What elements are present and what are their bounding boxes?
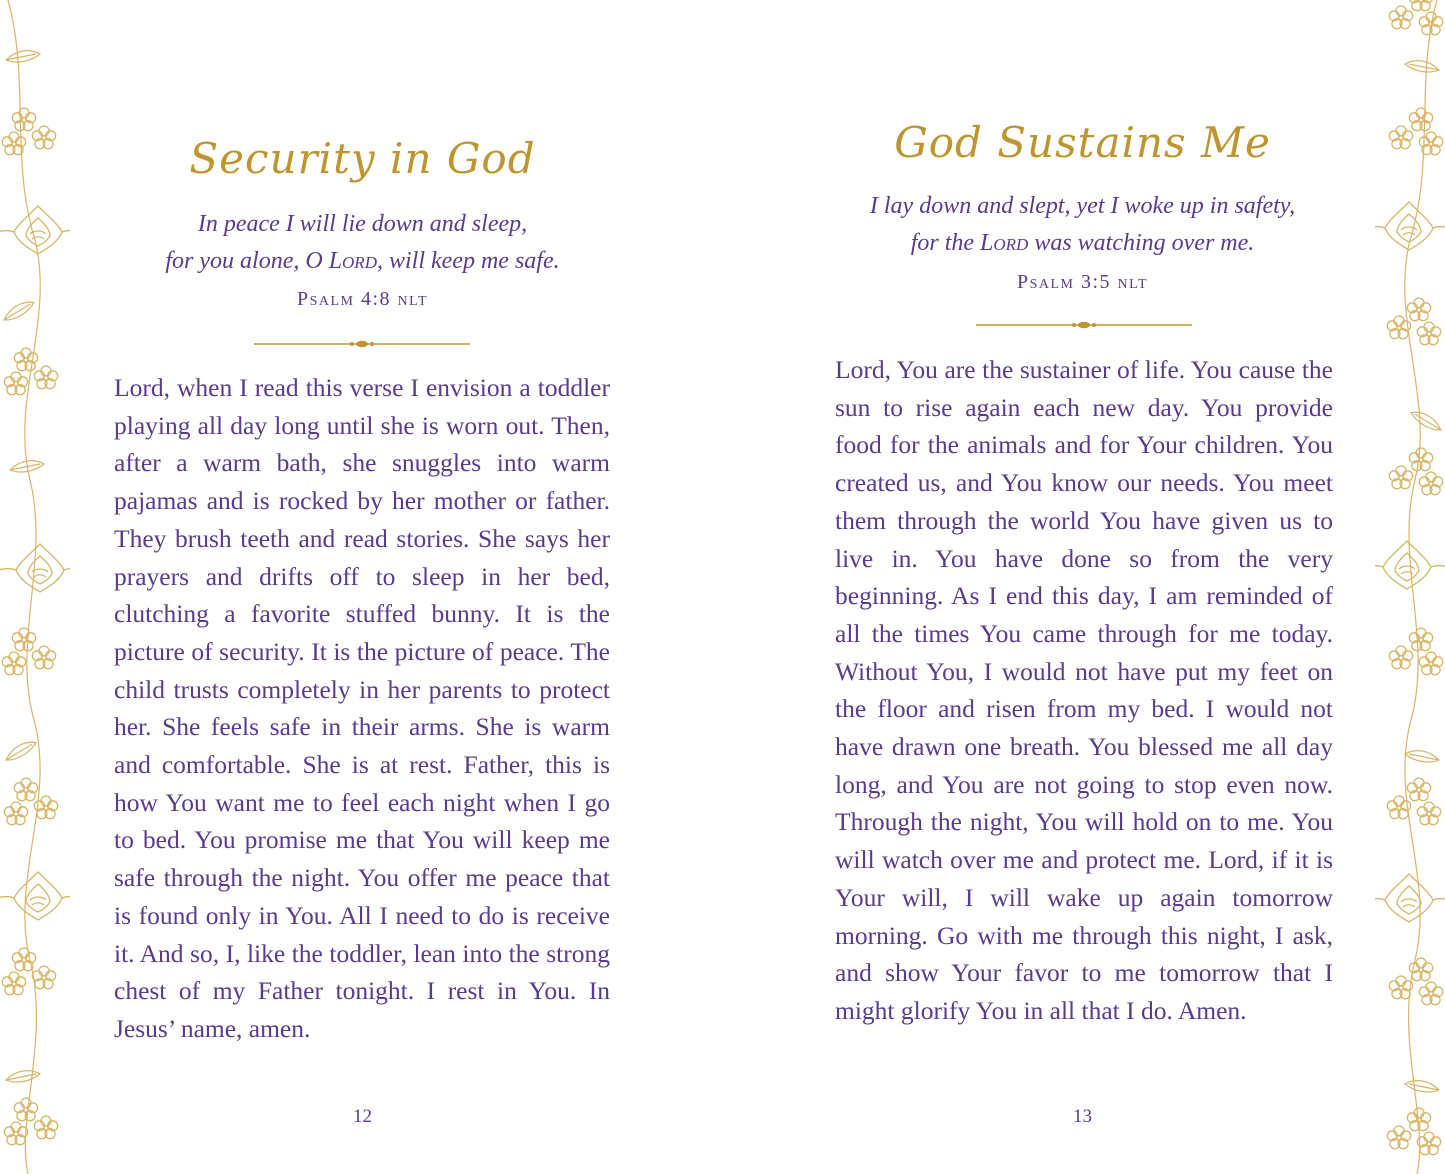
verse-line-1: In peace I will lie down and sleep,	[197, 211, 528, 237]
left-page	[90, 0, 635, 1174]
scripture-reference: Psalm 4:8 nlt	[296, 288, 428, 310]
right-page	[810, 0, 1355, 1174]
verse-line-2: for the Lord was watching over me.	[910, 230, 1255, 256]
floral-border-left	[0, 0, 70, 1174]
devotional-body: Lord, when I read this verse I envision a toddler playing all day long until she is worn out. Then, after a warm bath, she snuggles into warm pajamas and is rocked by her mother or father. They brush teeth and read stories. She says her prayers and drifts off to sleep in her bed, clutching a favorite stuffed bunny. It is the picture of security. It is the picture of peace. The child trusts completely in her parents to protect her. She feels safe in their arms. She is warm and comfortable. She is at rest. Father, this is how You want me to feel each night when I go to bed. You promise me that You will keep me safe through the night. You offer me peace that is found only in You. All I need to do is receive it. And so, I, like the toddler, lean into the strong chest of my Father tonight. I rest in You. In Jesus’ name, amen.	[114, 373, 610, 1043]
lord-smallcaps: Lord	[980, 230, 1029, 256]
page-title: Security in God	[189, 134, 536, 183]
scripture-verse	[90, 206, 635, 280]
scripture-verse	[810, 188, 1355, 262]
lord-smallcaps: Lord	[328, 248, 377, 274]
page-title: God Sustains Me	[894, 118, 1271, 167]
page-number: 12	[353, 1106, 372, 1127]
verse-line-1: I lay down and slept, yet I woke up in safety,	[869, 193, 1296, 219]
floral-border-right	[1375, 0, 1445, 1174]
devotional-body: Lord, You are the sustainer of life. You cause the sun to rise again each new day. You provide food for the animals and for Your children. You created us, and You know our needs. You meet them through the world You have given us to live in. You have done so from the very beginning. As I end this day, I am reminded of all the times You came through for me today. Without You, I would not have put my feet on the floor and risen from my bed. I would not have drawn one breath. You blessed me all day long, and You are not going to stop even now. Through the night, You will hold on to me. You will watch over me and protect me. Lord, if it is Your will, I will wake up again tomorrow morning. Go with me through this night, I ask, and show Your favor to me tomorrow that I might glorify You in all that I do. Amen.	[835, 355, 1333, 1025]
ornament-divider	[254, 339, 470, 349]
scripture-reference: Psalm 3:5 nlt	[1016, 271, 1148, 293]
ornament-divider	[976, 320, 1192, 330]
verse-line-2: for you alone, O Lord, will keep me safe.	[165, 248, 560, 274]
page-number: 13	[1073, 1106, 1092, 1127]
